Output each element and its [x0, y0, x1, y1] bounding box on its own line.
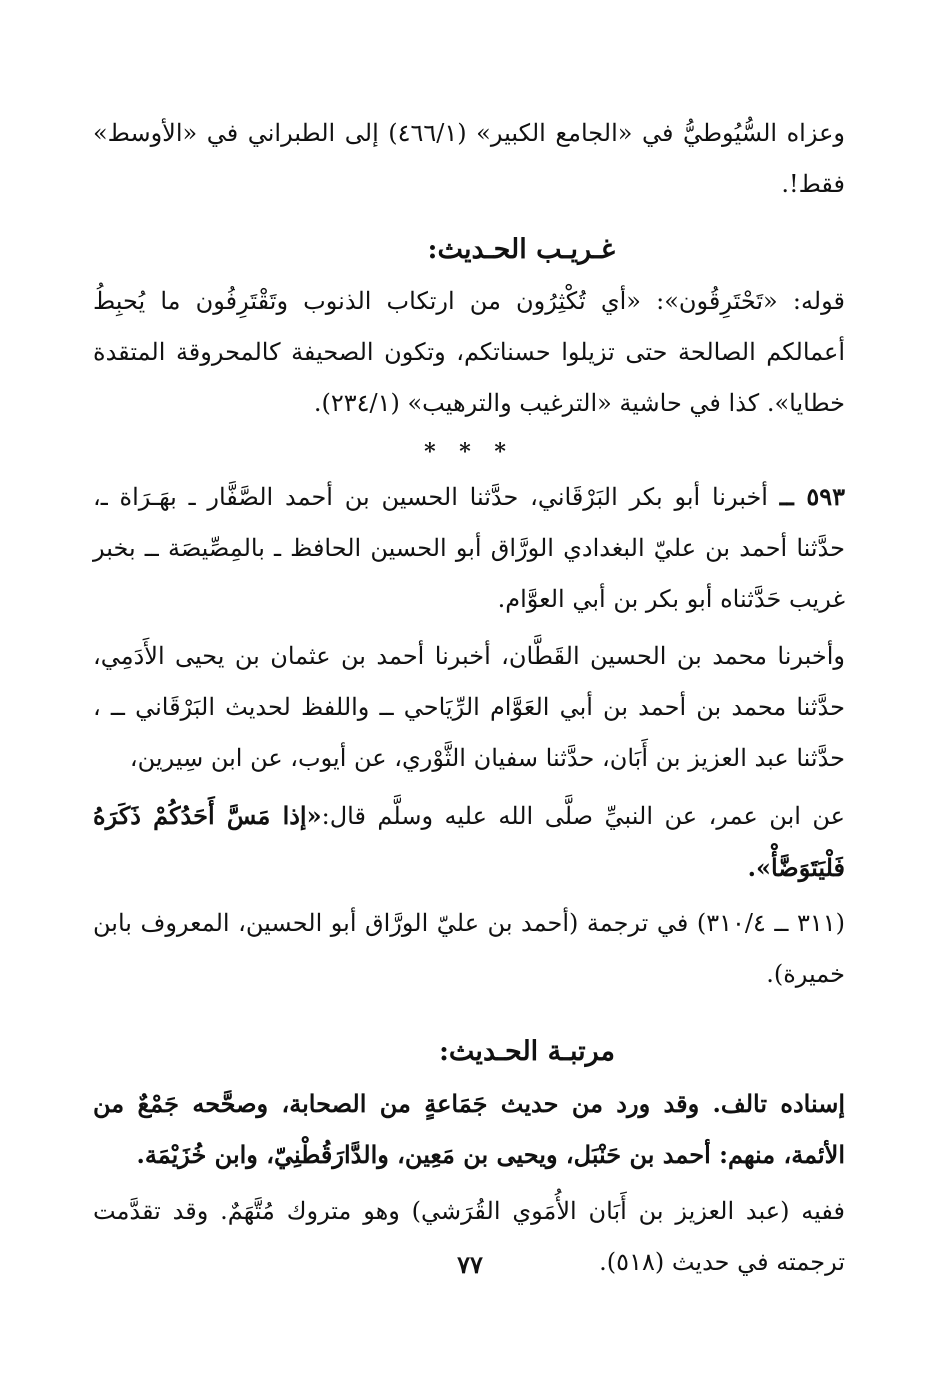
- paragraph-gharib-explanation: قوله: «تَحْتَرِقُون»: «أي تُكْثِرُون من ارتكاب الذنوب وتَقْتَرِفُون ما يُحبِطُ أعمالكم الصالحة حتى تزيلوا حسناتكم، وتكون الصحيفة كالمحروقة المتقدة خطايا». كذا في حاشية «الترغيب والترهيب» (٢٣٤/١).: [93, 287, 845, 417]
- section-separator: * * *: [424, 439, 514, 465]
- paragraph-matn: [93, 790, 845, 894]
- heading-gharib-al-hadith: غـريـب الحـديث:: [427, 234, 615, 265]
- hadith-number: ٥٩٣ ــ: [779, 482, 845, 511]
- heading-martabat-al-hadith: مرتبـة الحـديث:: [438, 1036, 615, 1067]
- matn-quote: «إذا مَسَّ أَحَدُكُمْ ذَكَرَهُ فَلْيَتَوَضَّأْ».: [93, 801, 845, 882]
- page-number: ٧٧: [457, 1250, 483, 1279]
- paragraph-grading: إسناده تالف. وقد ورد من حديث جَمَاعةٍ من الصحابة، وصحَّحه جَمْعٌ من الأئمة، منهم: أحمد بن حَنْبَل، ويحيى بن مَعِين، والدَّارَقُطْنِيّ، وابن خُزَيْمَة.: [93, 1089, 845, 1169]
- isnad-1-text: أخبرنا أبو بكر البَرْقَاني، حدَّثنا الحسين بن أحمد الصَّفَّار ـ بهَـرَاة ـ، حدَّثنا أحمد بن عليّ البغدادي الورَّاق أبو الحسين الحافظ ـ بالمِصِّيصَة ــ بخبر غريب حَدَّثناه أبو بكر بن أبي العوَّام.: [93, 483, 845, 613]
- paragraph-attribution: وعزاه السُّيُوطيُّ في «الجامع الكبير» (٤٦٦/١) إلى الطبراني في «الأوسط» فقط!.: [93, 119, 846, 198]
- paragraph-source: (٣١١ ــ ٣١٠/٤) في ترجمة (أحمد بن عليّ الورَّاق أبو الحسين، المعروف بابن خميرة).: [93, 909, 845, 988]
- text-column: [93, 108, 845, 1294]
- paragraph-narrator-note: ففيه (عبد العزيز بن أَبَان الأُمَوي القُرَشي) وهو متروك مُتَّهَمٌ. وقد تقدَّمت ترجمته في حديث (٥١٨).: [93, 1197, 845, 1276]
- matn-prefix: عن ابن عمر، عن النبيِّ صلَّى الله عليه وسلَّم قال:: [321, 802, 846, 830]
- paragraph-isnad-1: [93, 471, 845, 625]
- paragraph-isnad-2: وأخبرنا محمد بن الحسين القَطَّان، أخبرنا أحمد بن عثمان بن يحيى الأَدَمِي، حدَّثنا محمد بن أحمد بن أبي العَوَّام الرِّيَاحي ــ واللفظ لحديث البَرْقَاني ــ ، حدَّثنا عبد العزيز بن أَبَان، حدَّثنا سفيان الثَّوْري، عن أيوب، عن ابن سِيرين،: [93, 642, 845, 772]
